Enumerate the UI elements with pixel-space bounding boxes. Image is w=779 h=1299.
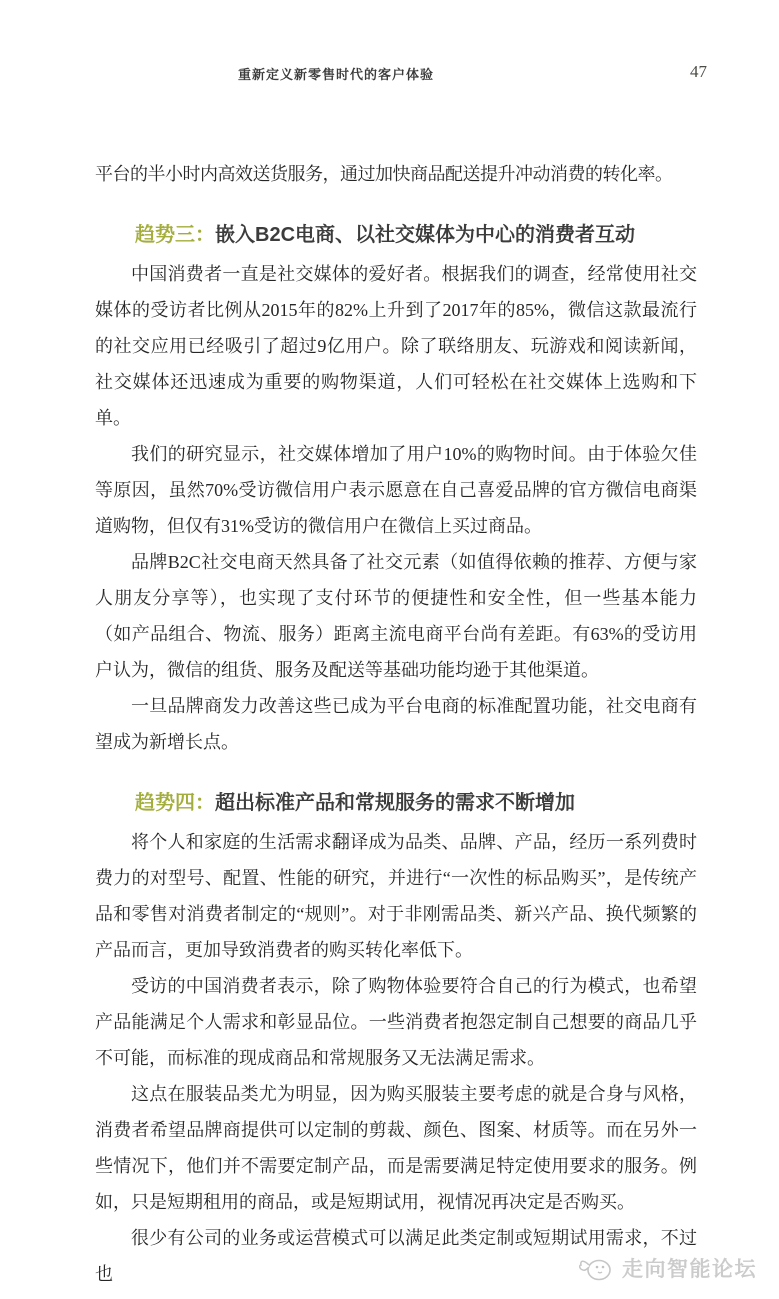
carryover-paragraph: 平台的半小时内高效送货服务，通过加快商品配送提升冲动消费的转化率。: [95, 164, 673, 184]
section-heading-label: 趋势四：: [135, 792, 215, 814]
paragraph: 这点在服装品类尤为明显，因为购买服装主要考虑的就是合身与风格，消费者希望品牌商提供可以定制的剪裁、颜色、图案、材质等。而在另外一些情况下，他们并不需要定制产品，而是需要满足特定使用要求的服务。例如，只是短期租用的商品，或是短期试用，视情况再决定是否购买。: [95, 1084, 697, 1212]
paragraph: 将个人和家庭的生活需求翻译成为品类、品牌、产品，经历一系列费时费力的对型号、配置、性能的研究，并进行“一次性的标品购买”，是传统产品和零售对消费者制定的“规则”。对于非刚需品类、新兴产品、换代频繁的产品而言，更加导致消费者的购买转化率低下。: [95, 832, 697, 960]
page-number: 47: [690, 62, 707, 81]
paragraph: 很少有公司的业务或运营模式可以满足此类定制或短期试用需求，不过也: [95, 1228, 697, 1284]
section-heading-text: 嵌入B2C电商、以社交媒体为中心的消费者互动: [215, 224, 636, 246]
page-header: [0, 62, 779, 88]
section-heading-trend-3: [95, 220, 697, 250]
watermark-text: 走向智能论坛: [622, 1258, 757, 1281]
paragraph: 受访的中国消费者表示，除了购物体验要符合自己的行为模式，也希望产品能满足个人需求和彰显品位。一些消费者抱怨定制自己想要的商品几乎不可能，而标准的现成商品和常规服务又无法满足需求。: [95, 976, 697, 1068]
paragraph: 一旦品牌商发力改善这些已成为平台电商的标准配置功能，社交电商有望成为新增长点。: [95, 696, 697, 752]
document-title: 重新定义新零售时代的客户体验: [237, 67, 435, 82]
page-body: [95, 156, 697, 1292]
watermark: [578, 1253, 757, 1283]
paragraph: 中国消费者一直是社交媒体的爱好者。根据我们的调查，经常使用社交媒体的受访者比例从2015年的82%上升到了2017年的85%，微信这款最流行的社交应用已经吸引了超过9亿用户。除了联络朋友、玩游戏和阅读新闻，社交媒体还迅速成为重要的购物渠道，人们可轻松在社交媒体上选购和下单。: [95, 264, 697, 428]
paragraph: 品牌B2C社交电商天然具备了社交元素（如值得依赖的推荐、方便与家人朋友分享等），也实现了支付环节的便捷性和安全性，但一些基本能力（如产品组合、物流、服务）距离主流电商平台尚有差距。有63%的受访用户认为，微信的组货、服务及配送等基础功能均逊于其他渠道。: [95, 552, 697, 680]
section-heading-text: 超出标准产品和常规服务的需求不断增加: [215, 792, 575, 814]
section-heading-label: 趋势三：: [135, 224, 215, 246]
paragraph: 我们的研究显示，社交媒体增加了用户10%的购物时间。由于体验欠佳等原因，虽然70%受访微信用户表示愿意在自己喜爱品牌的官方微信电商渠道购物，但仅有31%受访的微信用户在微信上买过商品。: [95, 444, 697, 536]
bird-doodle-icon: [578, 1253, 614, 1283]
section-heading-trend-4: [95, 788, 697, 818]
